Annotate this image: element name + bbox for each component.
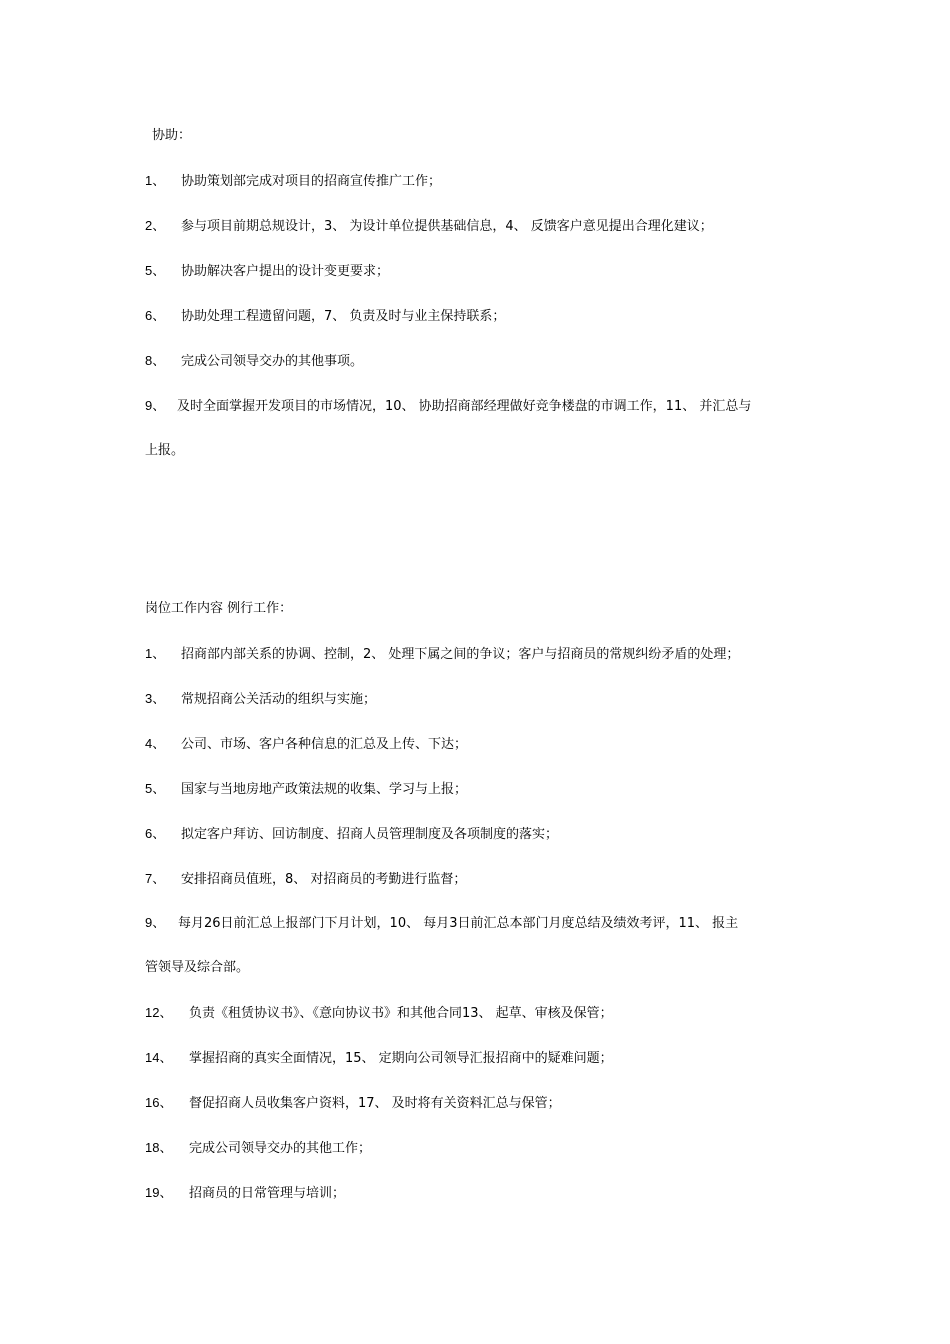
list-item-continuation: 管领导及综合部。 <box>145 960 250 975</box>
list-item <box>145 914 738 932</box>
list-item <box>145 352 363 370</box>
item-text: 协助处理工程遗留问题，7、 负责及时与业主保持联系； <box>181 309 506 324</box>
item-number: 3、 <box>145 691 166 706</box>
item-text: 协助策划部完成对项目的招商宣传推广工作； <box>181 174 442 189</box>
item-number: 18、 <box>145 1140 173 1155</box>
list-item <box>145 735 467 753</box>
item-number: 2、 <box>145 218 166 233</box>
item-text: 及时全面掌握开发项目的市场情况，10、 协助招商部经理做好竞争楼盘的市调工作，11、 并汇总与 <box>177 399 752 414</box>
list-item <box>145 780 467 798</box>
item-number: 9、 <box>145 398 166 413</box>
list-item <box>145 217 713 235</box>
item-text: 安排招商员值班，8、 对招商员的考勤进行监督； <box>181 872 467 887</box>
item-number: 5、 <box>145 781 166 796</box>
list-item <box>145 262 389 280</box>
item-number: 1、 <box>145 646 166 661</box>
list-item <box>145 172 441 190</box>
item-text: 每月26日前汇总上报部门下月计划，10、 每月3日前汇总本部门月度总结及绩效考评，11、 报主 <box>178 916 739 931</box>
item-number: 6、 <box>145 308 166 323</box>
item-text: 招商部内部关系的协调、控制，2、 处理下属之间的争议；客户与招商员的常规纠纷矛盾的处理； <box>181 647 740 662</box>
list-item <box>145 1004 613 1022</box>
list-item <box>145 870 466 888</box>
item-text: 公司、市场、客户各种信息的汇总及上传、下达； <box>181 737 468 752</box>
list-item <box>145 1139 371 1157</box>
item-text: 招商员的日常管理与培训； <box>189 1186 346 1201</box>
list-item <box>145 1049 613 1067</box>
item-number: 9、 <box>145 915 166 930</box>
item-text: 完成公司领导交办的其他工作； <box>189 1141 372 1156</box>
item-text: 国家与当地房地产政策法规的收集、学习与上报； <box>181 782 468 797</box>
item-number: 1、 <box>145 173 166 188</box>
item-number: 12、 <box>145 1005 173 1020</box>
item-number: 14、 <box>145 1050 173 1065</box>
section-title-routine: 岗位工作内容 例行工作： <box>145 601 293 616</box>
item-text: 负责《租赁协议书》、《意向协议书》和其他合同13、 起草、审核及保管； <box>189 1006 613 1021</box>
list-item <box>145 307 505 325</box>
item-text: 掌握招商的真实全面情况，15、 定期向公司领导汇报招商中的疑难问题； <box>189 1051 613 1066</box>
item-text: 参与项目前期总规设计，3、 为设计单位提供基础信息，4、 反馈客户意见提出合理化建议； <box>181 219 713 234</box>
item-text: 常规招商公关活动的组织与实施； <box>181 692 377 707</box>
list-item <box>145 825 558 843</box>
list-item <box>145 690 376 708</box>
list-item <box>145 397 751 415</box>
list-item <box>145 1094 561 1112</box>
item-text: 督促招商人员收集客户资料，17、 及时将有关资料汇总与保管； <box>189 1096 561 1111</box>
section-title-assist: 协助： <box>152 128 192 143</box>
item-number: 16、 <box>145 1095 173 1110</box>
item-number: 6、 <box>145 826 166 841</box>
list-item-continuation: 上报。 <box>145 443 185 458</box>
list-item <box>145 1184 345 1202</box>
item-text: 协助解决客户提出的设计变更要求； <box>181 264 390 279</box>
item-number: 4、 <box>145 736 166 751</box>
item-number: 19、 <box>145 1185 173 1200</box>
item-number: 5、 <box>145 263 166 278</box>
list-item <box>145 645 739 663</box>
item-text: 拟定客户拜访、回访制度、招商人员管理制度及各项制度的落实； <box>181 827 559 842</box>
item-number: 8、 <box>145 353 166 368</box>
item-number: 7、 <box>145 871 166 886</box>
item-text: 完成公司领导交办的其他事项。 <box>181 354 364 369</box>
